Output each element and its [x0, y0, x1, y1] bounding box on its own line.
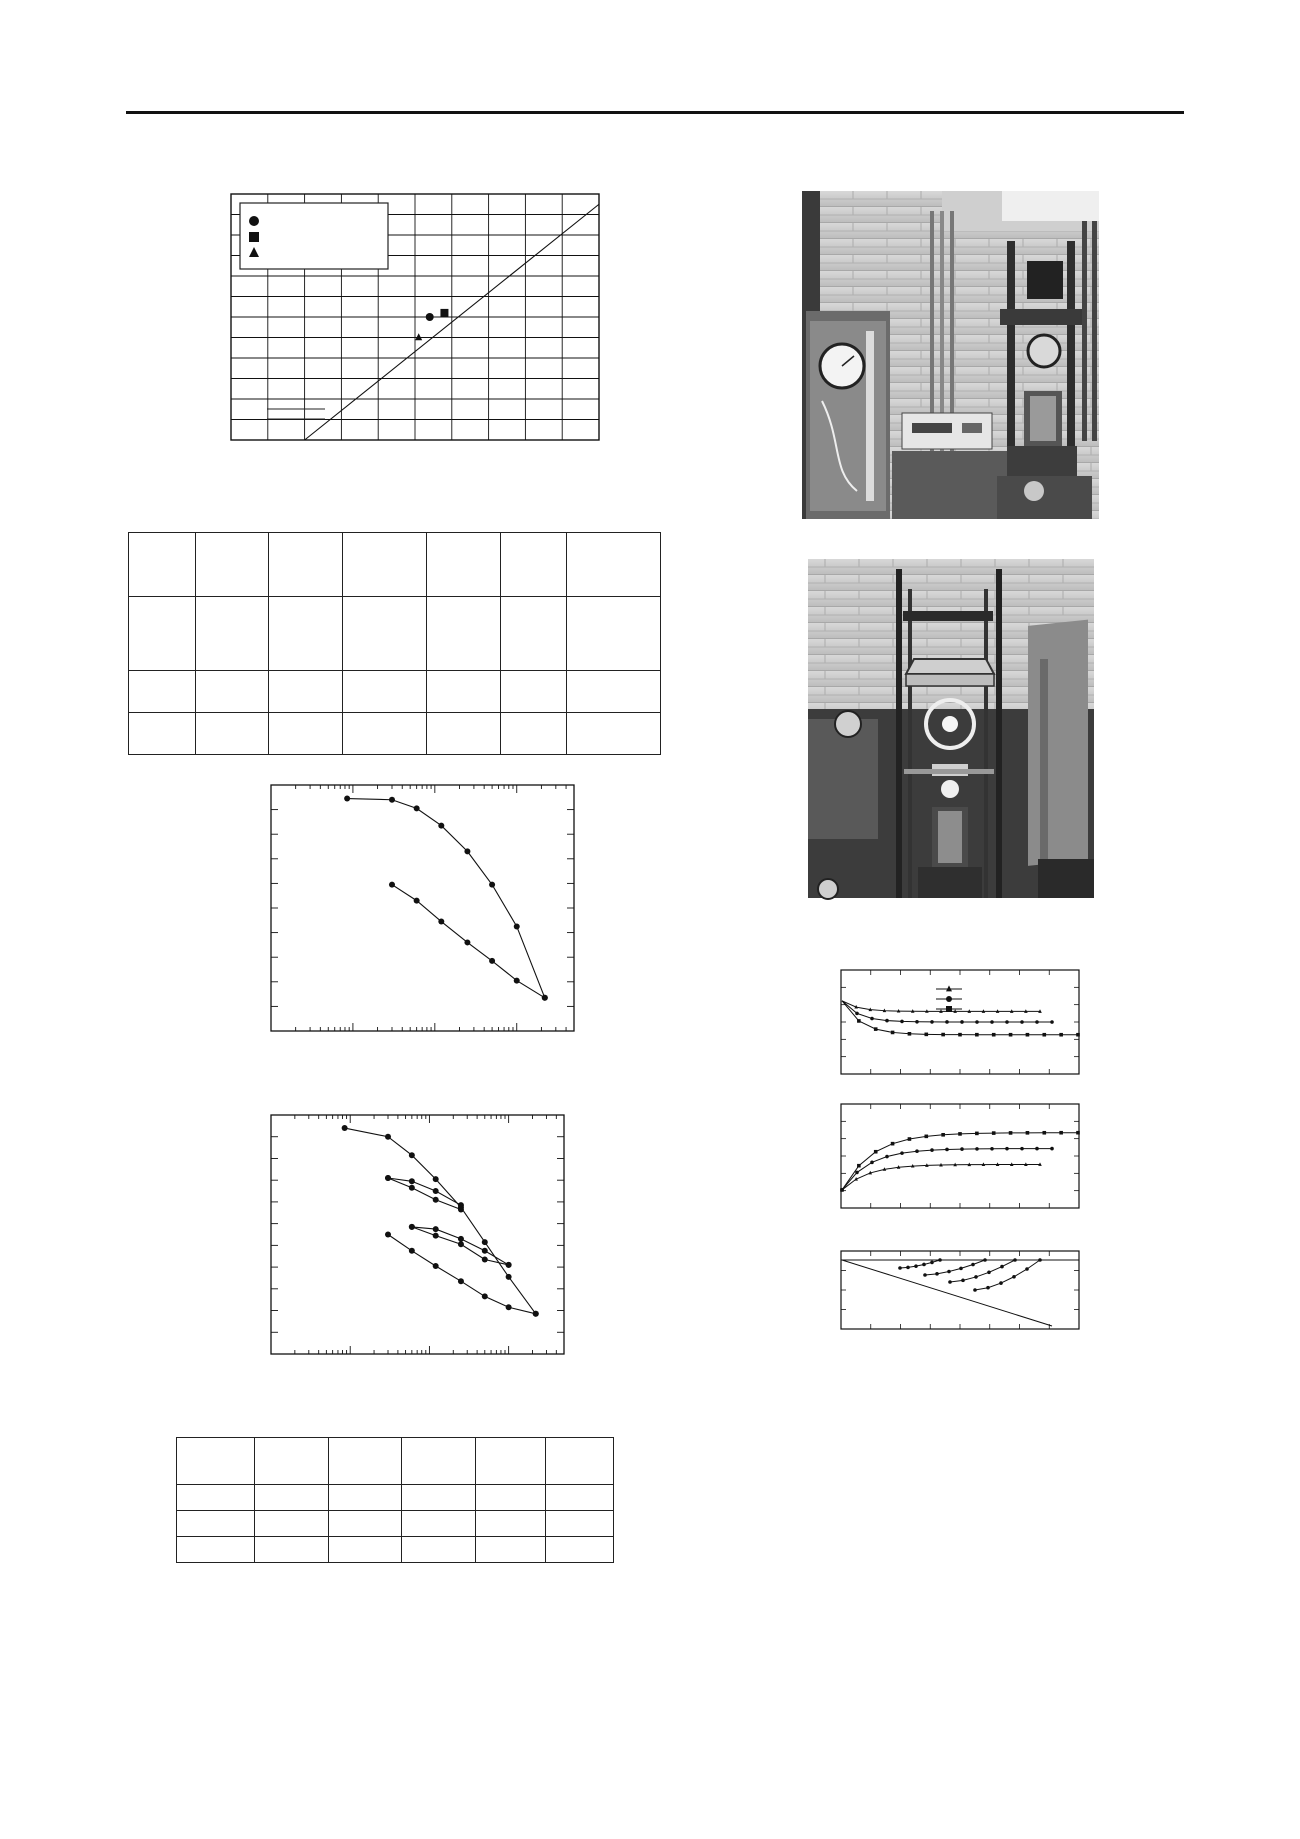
data-point	[482, 1239, 488, 1245]
t2-cell	[177, 1537, 255, 1563]
plot-frame	[271, 785, 574, 1031]
creep-point	[1005, 1020, 1009, 1024]
data-point-square	[440, 309, 448, 317]
t1-cell	[343, 597, 427, 671]
data-point	[482, 1256, 488, 1262]
plot-frame	[841, 1251, 1079, 1329]
data-point	[458, 1241, 464, 1247]
data-point	[433, 1188, 439, 1194]
fan-point	[930, 1261, 934, 1265]
data-point	[409, 1152, 415, 1158]
fan-point	[922, 1263, 926, 1267]
creep-point	[915, 1149, 919, 1153]
creep-point	[945, 1020, 949, 1024]
t1-cell	[567, 713, 661, 755]
creep-point	[1009, 1131, 1013, 1135]
creep-point	[924, 1135, 928, 1139]
table-1	[128, 532, 661, 755]
creep-point	[840, 1188, 844, 1192]
t2-cell	[476, 1537, 546, 1563]
creep-point	[1026, 1033, 1030, 1037]
fan-point	[898, 1266, 902, 1270]
table-2	[176, 1437, 614, 1563]
t1-cell	[129, 671, 196, 713]
creep-point	[1076, 1131, 1080, 1135]
creep-point	[1020, 1020, 1024, 1024]
creep-point	[990, 1020, 994, 1024]
creep-point	[900, 1151, 904, 1155]
fan-point	[999, 1281, 1003, 1285]
legend-marker-circle	[946, 996, 952, 1002]
data-point	[464, 939, 470, 945]
fan-point	[1000, 1265, 1004, 1269]
header-rule	[126, 111, 1184, 114]
fan-curve-2	[950, 1260, 1015, 1282]
data-point	[409, 1224, 415, 1230]
creep-point	[1035, 1147, 1039, 1151]
fan-point	[1025, 1267, 1029, 1271]
creep-point	[990, 1147, 994, 1151]
t2-cell	[329, 1537, 402, 1563]
fan-point	[1012, 1275, 1016, 1279]
creep-point	[958, 1132, 962, 1136]
data-point	[438, 823, 444, 829]
fan-point	[959, 1267, 963, 1271]
data-point	[506, 1274, 512, 1280]
fan-point	[987, 1270, 991, 1274]
fan-point	[986, 1286, 990, 1290]
data-point	[458, 1207, 464, 1213]
creep-point	[908, 1032, 912, 1036]
legend-marker-square	[946, 1006, 952, 1012]
legend-marker-circle	[249, 216, 259, 226]
t1-cell	[269, 533, 343, 597]
fan-point	[923, 1273, 927, 1277]
creep-panel-top	[840, 969, 1080, 1075]
t2-cell	[255, 1511, 329, 1537]
t1-cell	[567, 597, 661, 671]
t2-cell	[546, 1511, 614, 1537]
photo-loading-frame	[808, 559, 1094, 898]
t2-cell	[177, 1511, 255, 1537]
consolidation-curve-2	[270, 1114, 565, 1355]
creep-point	[960, 1020, 964, 1024]
data-point	[464, 848, 470, 854]
t1-cell	[343, 713, 427, 755]
t2-cell	[255, 1537, 329, 1563]
fan-point	[914, 1264, 918, 1268]
creep-point	[1026, 1131, 1030, 1135]
data-point-circle	[426, 313, 434, 321]
t1-cell	[343, 671, 427, 713]
creep-point	[924, 1033, 928, 1037]
creep-point	[857, 1164, 861, 1168]
t1-cell	[196, 597, 269, 671]
creep-point	[958, 1033, 962, 1037]
creep-point	[941, 1033, 945, 1037]
data-point-triangle	[415, 333, 422, 340]
creep-point	[1009, 1033, 1013, 1037]
t1-cell	[269, 713, 343, 755]
t2-cell	[402, 1485, 476, 1511]
data-point	[414, 805, 420, 811]
creep-point	[857, 1019, 861, 1023]
creep-point	[1035, 1020, 1039, 1024]
creep-point	[1059, 1131, 1063, 1135]
fan-curve-3	[975, 1260, 1040, 1290]
envelope-line	[842, 1260, 1052, 1326]
creep-point	[975, 1132, 979, 1136]
fan-point	[971, 1263, 975, 1267]
fan-point	[906, 1266, 910, 1270]
creep-point	[1005, 1147, 1009, 1151]
fan-point	[938, 1258, 942, 1262]
t2-cell	[546, 1537, 614, 1563]
creep-point	[855, 1171, 859, 1175]
data-point	[385, 1175, 391, 1181]
data-point	[433, 1176, 439, 1182]
creep-point	[885, 1019, 889, 1023]
t2-cell	[546, 1485, 614, 1511]
creep-point	[1042, 1131, 1046, 1135]
fan-point	[961, 1279, 965, 1283]
t1-cell	[129, 597, 196, 671]
t1-cell	[567, 533, 661, 597]
data-point	[438, 919, 444, 925]
plot-frame	[271, 1115, 564, 1354]
creep-panel-middle	[840, 1103, 1080, 1209]
creep-point	[975, 1147, 979, 1151]
t1-cell	[196, 713, 269, 755]
t2-cell	[177, 1485, 255, 1511]
fan-point	[1038, 1258, 1042, 1262]
data-point	[389, 882, 395, 888]
data-point	[433, 1226, 439, 1232]
creep-point	[992, 1131, 996, 1135]
creep-point	[908, 1137, 912, 1141]
data-point	[458, 1236, 464, 1242]
creep-point	[855, 1012, 859, 1016]
data-point	[342, 1125, 348, 1131]
data-point	[458, 1278, 464, 1284]
creep-series-1	[842, 1149, 1052, 1190]
creep-point	[992, 1033, 996, 1037]
data-point	[482, 1293, 488, 1299]
data-point	[489, 958, 495, 964]
data-point	[385, 1134, 391, 1140]
t2-cell	[476, 1511, 546, 1537]
data-point	[533, 1311, 539, 1317]
creep-panel-bottom	[840, 1250, 1080, 1330]
creep-point	[915, 1020, 919, 1024]
data-point	[433, 1233, 439, 1239]
creep-point	[930, 1148, 934, 1152]
t1-cell	[427, 597, 501, 671]
t1-cell	[269, 671, 343, 713]
data-point	[433, 1263, 439, 1269]
plasticity-chart	[230, 193, 600, 441]
t1-cell	[501, 713, 567, 755]
creep-point	[1050, 1147, 1054, 1151]
data-point	[409, 1185, 415, 1191]
t1-cell	[129, 533, 196, 597]
series-line-0	[347, 799, 545, 998]
t2-cell	[402, 1537, 476, 1563]
legend-marker-triangle	[946, 985, 952, 991]
t2-cell	[476, 1438, 546, 1485]
creep-point	[891, 1142, 895, 1146]
fan-point	[1013, 1258, 1017, 1262]
plot-frame	[841, 1104, 1079, 1208]
creep-point	[891, 1031, 895, 1035]
data-point	[344, 796, 350, 802]
data-point	[506, 1304, 512, 1310]
t1-cell	[501, 671, 567, 713]
creep-point	[870, 1161, 874, 1165]
t1-cell	[427, 533, 501, 597]
series-line-2	[388, 1178, 461, 1210]
plasticity-legend-box	[240, 203, 388, 269]
consolidation-curve-1	[270, 784, 575, 1032]
data-point	[514, 923, 520, 929]
creep-point	[930, 1020, 934, 1024]
t2-cell	[177, 1438, 255, 1485]
t2-cell	[476, 1485, 546, 1511]
t2-cell	[402, 1511, 476, 1537]
data-point	[514, 978, 520, 984]
creep-point	[870, 1017, 874, 1021]
t1-cell	[269, 597, 343, 671]
t1-cell	[129, 713, 196, 755]
t1-cell	[501, 533, 567, 597]
fan-curve-0	[900, 1260, 940, 1268]
series-line-0	[345, 1128, 536, 1314]
creep-point	[941, 1133, 945, 1137]
creep-point	[874, 1027, 878, 1031]
fan-point	[948, 1280, 952, 1284]
fan-point	[947, 1270, 951, 1274]
t2-cell	[255, 1438, 329, 1485]
t1-cell	[427, 671, 501, 713]
creep-point	[945, 1148, 949, 1152]
t1-cell	[427, 713, 501, 755]
data-point	[542, 995, 548, 1001]
creep-point	[1076, 1033, 1080, 1037]
creep-point	[1050, 1020, 1054, 1024]
t2-cell	[329, 1438, 402, 1485]
data-point	[506, 1262, 512, 1268]
data-point	[389, 797, 395, 803]
creep-point	[975, 1020, 979, 1024]
t1-cell	[196, 671, 269, 713]
fan-point	[974, 1275, 978, 1279]
legend-marker-square	[249, 232, 259, 242]
data-point	[409, 1178, 415, 1184]
t2-cell	[402, 1438, 476, 1485]
creep-point	[874, 1150, 878, 1154]
t2-cell	[546, 1438, 614, 1485]
t1-cell	[343, 533, 427, 597]
data-point	[414, 898, 420, 904]
creep-point	[975, 1033, 979, 1037]
t2-cell	[255, 1485, 329, 1511]
t1-cell	[501, 597, 567, 671]
creep-point	[1059, 1033, 1063, 1037]
data-point	[433, 1197, 439, 1203]
creep-point	[900, 1020, 904, 1024]
data-point	[482, 1248, 488, 1254]
creep-point	[1020, 1147, 1024, 1151]
creep-series-0	[842, 1164, 1040, 1189]
photo-triaxial-apparatus	[802, 191, 1099, 519]
t1-cell	[196, 533, 269, 597]
fan-point	[935, 1272, 939, 1276]
fan-point	[973, 1288, 977, 1292]
t1-cell	[567, 671, 661, 713]
creep-point	[1042, 1033, 1046, 1037]
creep-point	[885, 1155, 889, 1159]
data-point	[409, 1248, 415, 1254]
fan-point	[983, 1258, 987, 1262]
data-point	[385, 1232, 391, 1238]
t2-cell	[329, 1485, 402, 1511]
creep-point	[960, 1147, 964, 1151]
creep-series-2	[842, 1133, 1078, 1190]
data-point	[489, 882, 495, 888]
t2-cell	[329, 1511, 402, 1537]
